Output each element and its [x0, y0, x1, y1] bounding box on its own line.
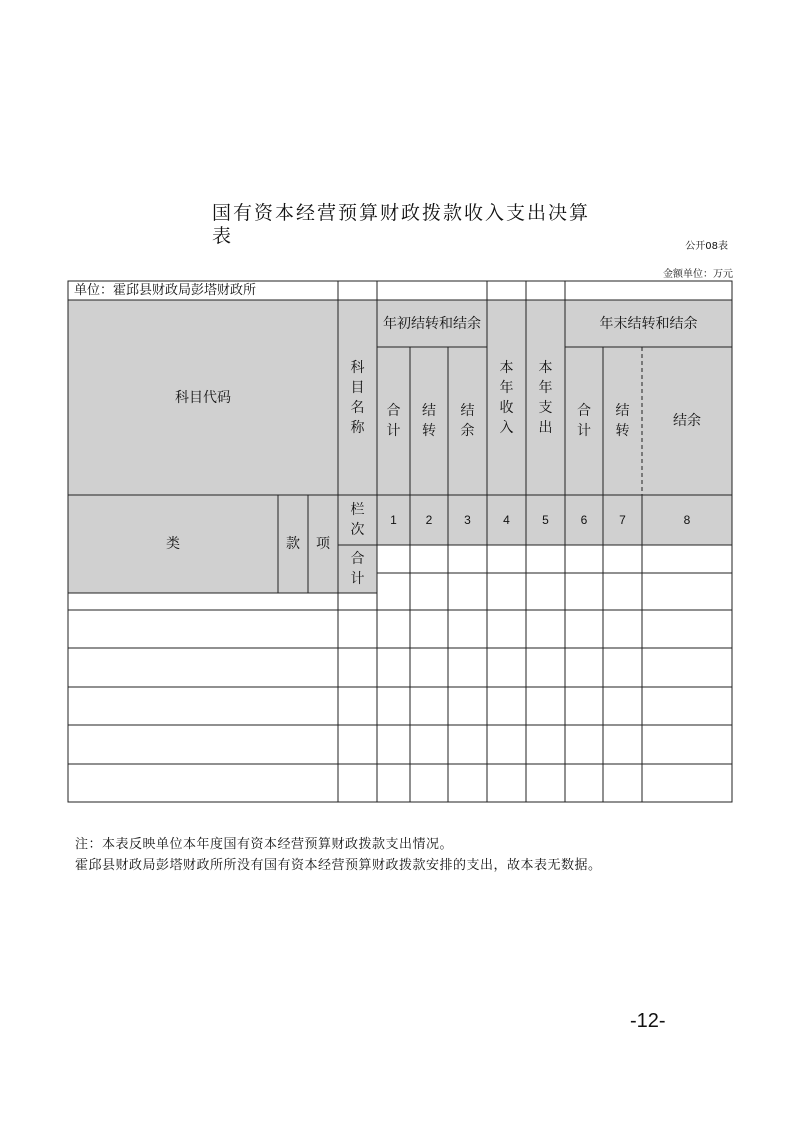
unit-row: 单位：霍邱县财政局彭塔财政所 [74, 282, 257, 298]
report-title: 国有资本经营预算财政拨款收入支出决算表 [212, 202, 591, 247]
header-begin-balance: 年初结转和结余 [383, 315, 481, 332]
header-income: 本年收入 [499, 359, 514, 436]
header-begin-surplus: 结余 [460, 403, 475, 439]
header-end-balance: 年末结转和结余 [599, 315, 698, 332]
header-subject-name: 科目名称 [350, 359, 365, 436]
header-expense: 本年支出 [538, 359, 553, 436]
header-category: 类 [166, 536, 180, 552]
column-number-5: 5 [542, 513, 549, 527]
note-line-2: 霍邱县财政局彭塔财政所所没有国有资本经营预算财政拨款安排的支出，故本表无数据。 [75, 858, 602, 873]
header-subject-code: 科目代码 [175, 389, 231, 406]
header-column-no: 栏次 [350, 502, 365, 538]
header-end-total: 合计 [577, 403, 591, 439]
header-begin-total: 合计 [386, 403, 401, 439]
column-number-3: 3 [464, 513, 471, 527]
form-code: 公开08表 [685, 241, 728, 252]
column-number-6: 6 [580, 513, 588, 527]
header-begin-carry: 结转 [422, 403, 436, 439]
column-number-8: 8 [683, 513, 691, 527]
column-number-1: 1 [390, 513, 397, 527]
column-number-7: 7 [619, 513, 626, 527]
amount-unit: 金额单位：万元 [663, 269, 733, 280]
header-sum-row: 合计 [350, 551, 365, 587]
note-line-1: 注：本表反映单位本年度国有资本经营预算财政拨款支出情况。 [75, 837, 454, 852]
header-item: 项 [316, 536, 330, 552]
header-section: 款 [286, 536, 300, 552]
column-number-2: 2 [425, 513, 433, 527]
header-end-surplus: 结余 [673, 413, 701, 429]
page-number: -12- [630, 1010, 666, 1032]
header-end-carry: 结转 [615, 403, 630, 439]
column-number-4: 4 [503, 513, 510, 527]
